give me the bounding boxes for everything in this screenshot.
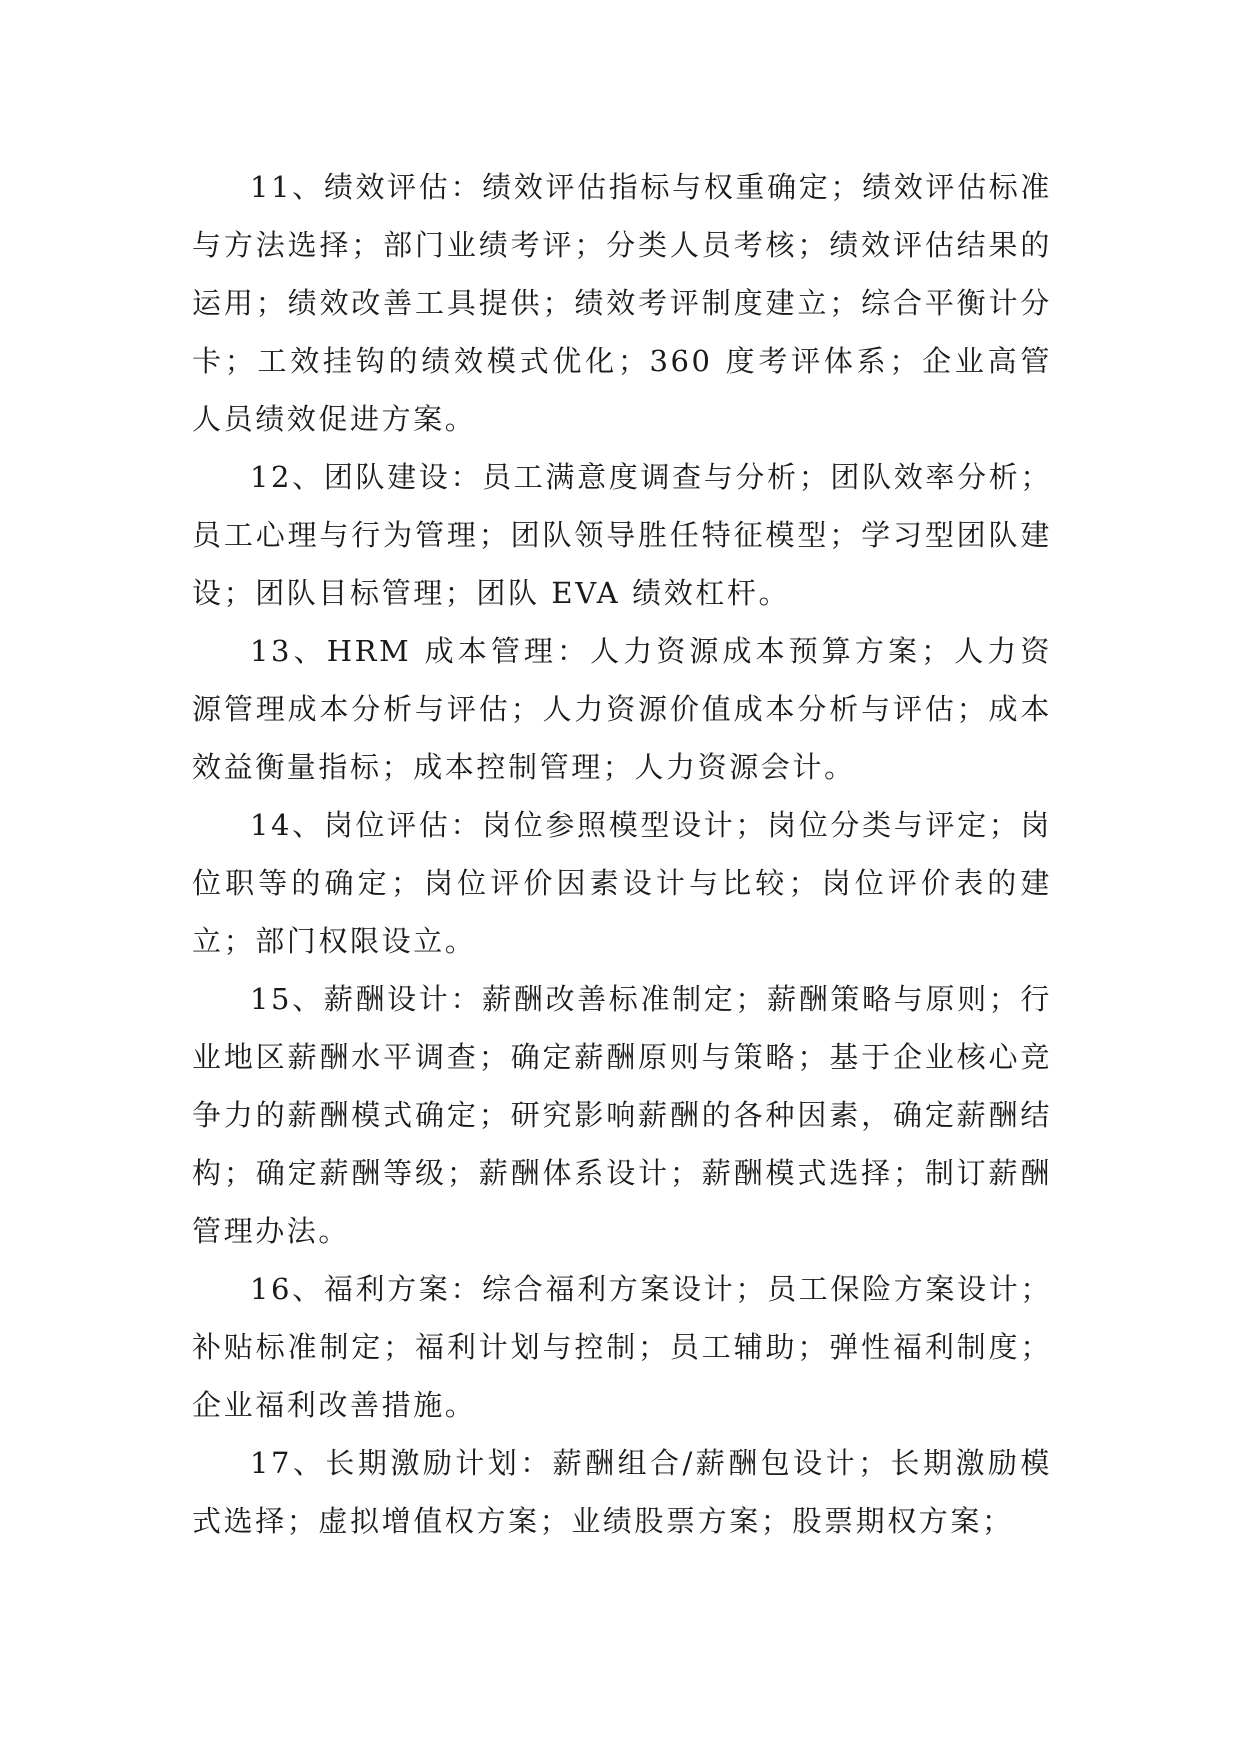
paragraph-item-14: 14、岗位评估：岗位参照模型设计；岗位分类与评定；岗位职等的确定；岗位评价因素设计与比较；岗位评价表的建立；部门权限设立。 [192,808,1052,958]
paragraph-item-13: 13、HRM 成本管理：人力资源成本预算方案；人力资源管理成本分析与评估；人力资源价值成本分析与评估；成本效益衡量指标；成本控制管理；人力资源会计。 [192,634,1052,784]
document-body [192,158,1052,1550]
paragraph-item-17: 17、长期激励计划：薪酬组合/薪酬包设计；长期激励模式选择；虚拟增值权方案；业绩股票方案；股票期权方案； [192,1446,1052,1538]
paragraph-item-12: 12、团队建设：员工满意度调查与分析；团队效率分析；员工心理与行为管理；团队领导胜任特征模型；学习型团队建设；团队目标管理；团队 EVA 绩效杠杆。 [192,460,1052,610]
paragraph-item-16: 16、福利方案：综合福利方案设计；员工保险方案设计；补贴标准制定；福利计划与控制；员工辅助；弹性福利制度；企业福利改善措施。 [192,1272,1052,1422]
paragraph-item-11: 11、绩效评估：绩效评估指标与权重确定；绩效评估标准与方法选择；部门业绩考评；分类人员考核；绩效评估结果的运用；绩效改善工具提供；绩效考评制度建立；综合平衡计分卡；工效挂钩的绩效模式优化；360 度考评体系；企业高管人员绩效促进方案。 [192,170,1052,436]
paragraph-item-15: 15、薪酬设计：薪酬改善标准制定；薪酬策略与原则；行业地区薪酬水平调查；确定薪酬原则与策略；基于企业核心竞争力的薪酬模式确定；研究影响薪酬的各种因素，确定薪酬结构；确定薪酬等级；薪酬体系设计；薪酬模式选择；制订薪酬管理办法。 [192,982,1052,1248]
